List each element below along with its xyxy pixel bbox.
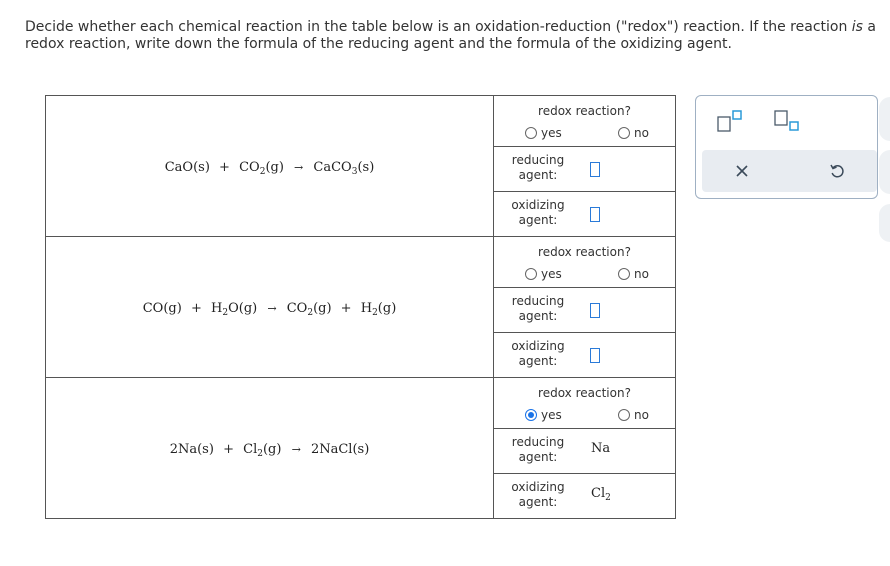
instructions-text: Decide whether each chemical reaction in the table below is an oxidation-reduction ("redox") reaction. If the reaction is a redox reaction, write down the formula of the reducing agent and the formula of the oxidizing agent. — [25, 19, 876, 52]
reaction-row — [46, 237, 676, 378]
answer-cell — [494, 237, 676, 378]
no-radio-option[interactable] — [618, 126, 649, 140]
superscript-icon[interactable] — [715, 110, 745, 132]
yes-radio-option[interactable] — [525, 267, 562, 281]
equation-cell — [46, 96, 494, 237]
undo-icon — [829, 163, 845, 179]
oxidizing-agent-label: oxidizing agent: — [511, 198, 565, 227]
clear-button[interactable] — [702, 150, 782, 192]
side-tab[interactable] — [879, 97, 890, 141]
reducing-agent-row — [494, 428, 675, 473]
yes-label: yes — [541, 267, 562, 281]
yes-label: yes — [541, 126, 562, 140]
yes-radio-button[interactable] — [525, 268, 537, 280]
chemical-equation: $CO(g) + H_2O(g) \to CO_2(g) + H_2(g)$ — [142, 300, 397, 318]
yes-radio-button-selected[interactable] — [525, 409, 537, 421]
reducing-agent-input[interactable] — [590, 162, 600, 177]
oxidizing-agent-row — [494, 332, 675, 377]
no-radio-option[interactable] — [618, 408, 649, 422]
yes-radio-option[interactable] — [525, 408, 562, 422]
reducing-agent-value[interactable]: Na — [591, 441, 611, 456]
reaction-row — [46, 378, 676, 519]
yes-radio-option[interactable] — [525, 126, 562, 140]
subscript-icon[interactable] — [772, 110, 802, 132]
oxidizing-agent-input[interactable] — [590, 207, 600, 222]
clear-icon — [735, 164, 749, 178]
equation-cell — [46, 378, 494, 519]
equation-cell — [46, 237, 494, 378]
reducing-agent-input[interactable] — [590, 303, 600, 318]
oxidizing-agent-row — [494, 473, 675, 518]
side-tab[interactable] — [879, 204, 890, 242]
reducing-agent-row — [494, 146, 675, 191]
no-radio-button[interactable] — [618, 268, 630, 280]
no-radio-button[interactable] — [618, 127, 630, 139]
side-tab[interactable] — [879, 150, 890, 194]
no-label: no — [634, 408, 649, 422]
reaction-table — [45, 95, 676, 519]
redox-question: redox reaction? — [538, 104, 631, 118]
oxidizing-agent-label: oxidizing agent: — [511, 339, 565, 368]
undo-button[interactable] — [797, 150, 877, 192]
reducing-agent-label: reducing agent: — [511, 435, 565, 464]
reaction-row — [46, 96, 676, 237]
reducing-agent-row — [494, 287, 675, 332]
no-radio-option[interactable] — [618, 267, 649, 281]
formula-toolbar — [695, 95, 878, 199]
oxidizing-agent-label: oxidizing agent: — [511, 480, 565, 509]
no-label: no — [634, 126, 649, 140]
no-radio-button[interactable] — [618, 409, 630, 421]
reducing-agent-label: reducing agent: — [511, 153, 565, 182]
answer-cell — [494, 96, 676, 237]
chemical-equation: $CaO(s) + CO_2(g)$ → CaCO$_3$(s) — [164, 159, 375, 177]
redox-question: redox reaction? — [538, 386, 631, 400]
yes-label: yes — [541, 408, 562, 422]
answer-cell — [494, 378, 676, 519]
yes-radio-button[interactable] — [525, 127, 537, 139]
no-label: no — [634, 267, 649, 281]
oxidizing-agent-value[interactable]: $Cl_2$ — [591, 486, 611, 503]
oxidizing-agent-row — [494, 191, 675, 236]
toolbar-actions — [702, 150, 877, 192]
chemical-equation: $2Na(s) + Cl_2(g)$ → 2NaCl(s) — [169, 441, 370, 459]
redox-question: redox reaction? — [538, 245, 631, 259]
oxidizing-agent-input[interactable] — [590, 348, 600, 363]
reducing-agent-label: reducing agent: — [511, 294, 565, 323]
